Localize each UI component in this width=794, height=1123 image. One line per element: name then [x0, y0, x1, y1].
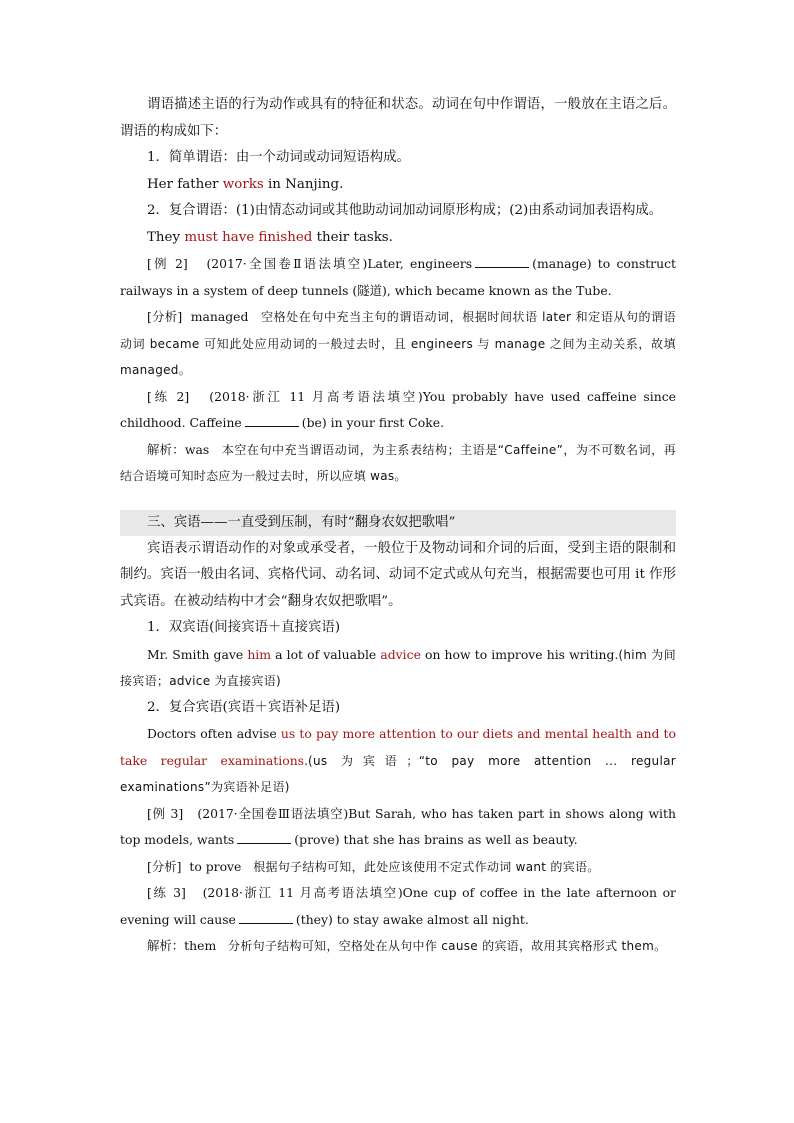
analysis-answer: to prove	[189, 858, 242, 874]
example-note: (him 为间接宾语；advice 为直接宾语)	[120, 647, 676, 688]
analysis-2	[120, 304, 676, 384]
practice-text: (they) to stay awake almost all night.	[295, 911, 529, 927]
jiexi-2	[120, 437, 676, 490]
compound-predicate-example	[120, 225, 676, 252]
practice-label: [练 3]	[147, 885, 186, 900]
example-text: Doctors often advise	[147, 726, 281, 741]
example-note: (us 为宾语；“to pay more attention ... regular examinations”为宾语补足语)	[120, 753, 676, 794]
practice-text: You probably have used caffeine since childhood. Caffeine	[120, 388, 676, 430]
highlight-predicate: works	[222, 176, 264, 192]
object-intro: 宾语表示谓语动作的对象或承受者，一般位于及物动词和介词的后面，受到主语的限制和制约。宾语一般由名词、宾格代词、动名词、动词不定式或从句充当，根据需要也可用 it 作形式宾语。在被动结构中才会“翻身农奴把歌唱”。	[120, 540, 676, 609]
example-2	[120, 251, 676, 304]
example-label: [例 3]	[147, 805, 184, 821]
highlight-direct-object: advice	[380, 646, 421, 662]
practice-3	[120, 880, 676, 933]
double-object-heading	[120, 615, 676, 642]
example-source: (2017·全国卷Ⅱ语法填空)	[206, 256, 368, 271]
analysis-label: [分析]	[147, 858, 182, 874]
jiexi-text: 分析句子结构可知，空格处在从句中作 cause 的宾语，故用其宾格形式 them。	[228, 939, 667, 953]
predicate-intro-text: 谓语描述主语的行为动作或具有的特征和状态。动词在句中作谓语，一般放在主语之后。谓语的构成如下：	[120, 97, 676, 139]
jiexi-answer: them	[184, 938, 217, 953]
example-text: They	[147, 229, 185, 245]
complex-object-example	[120, 721, 676, 801]
example-text: on how to improve his writing.	[420, 646, 619, 662]
section-title-object: 三、宾语——一直受到压制，有时“翻身农奴把歌唱”	[120, 510, 676, 536]
example-text: Her father	[147, 176, 223, 192]
example-text: Later, engineers	[367, 256, 473, 271]
example-text: in Nanjing.	[263, 176, 344, 192]
example-label: [例 2]	[147, 256, 188, 271]
practice-source: (2018·浙江 11 月高考语法填空)	[209, 388, 423, 404]
highlight-object-complement: us to pay more attention to our diets and mental health and to take regular examinations	[120, 726, 676, 768]
analysis-text: 根据句子结构可知，此处应该使用不定式作动词 want 的宾语。	[253, 859, 600, 874]
example-text: (prove) that she has brains as well as beauty.	[294, 832, 578, 847]
analysis-text: 空格处在句中充当主句的谓语动词，根据时间状语 later 和定语从句的谓语动词 became 可知此处应用动词的一般过去时，且 engineers 与 manage 之间为主动关系，故填 managed。	[120, 310, 676, 377]
analysis-label: [分析]	[147, 309, 183, 324]
compound-predicate-heading: 2．复合谓语：(1)由情态动词或其他助动词加动词原形构成；(2)由系动词加表语构成。	[147, 203, 663, 218]
example-text: But Sarah, who has taken part in shows along with top models, wants	[120, 805, 676, 847]
practice-label: [练 2]	[147, 388, 190, 404]
example-text: .	[304, 752, 308, 768]
answer-blank	[237, 831, 291, 844]
example-source: (2017·全国卷Ⅲ语法填空)	[197, 805, 349, 821]
complex-object-heading	[120, 695, 676, 722]
answer-blank	[239, 911, 293, 924]
spacer	[120, 490, 676, 510]
jiexi-label: 解析：	[147, 441, 185, 457]
highlight-indirect-object: him	[247, 646, 272, 662]
document-page	[120, 92, 676, 960]
example-text: (manage) to construct railways in a system of deep tunnels (隧道), which became known as the Tube.	[120, 256, 676, 298]
jiexi-text: 本空在句中充当谓语动词，为主系表结构；主语是“Caffeine”，为不可数名词，再结合语境可知时态应为一般过去时，所以应填 was。	[120, 442, 676, 483]
example-text: Mr. Smith gave	[147, 646, 248, 662]
jiexi-answer: was	[184, 441, 210, 457]
example-3	[120, 801, 676, 854]
double-object-example	[120, 642, 676, 695]
predicate-intro	[120, 92, 676, 145]
highlight-predicate: must have finished	[184, 229, 313, 245]
analysis-answer: managed	[190, 309, 249, 324]
practice-text: One cup of coffee in the late afternoon or evening will cause	[120, 885, 676, 927]
simple-predicate-heading: 1．简单谓语：由一个动词或动词短语构成。	[147, 150, 410, 165]
answer-blank	[245, 414, 299, 427]
example-text: their tasks.	[312, 229, 393, 245]
example-text: a lot of valuable	[271, 646, 381, 662]
heading-text: 2．复合宾语(宾语＋宾语补足语)	[147, 699, 341, 715]
simple-predicate-example	[120, 172, 676, 199]
practice-source: (2018·浙江 11 月高考语法填空)	[202, 885, 403, 900]
analysis-3	[120, 854, 676, 881]
practice-text: (be) in your first Coke.	[301, 415, 445, 430]
jiexi-3	[120, 933, 676, 960]
practice-2	[120, 384, 676, 437]
heading-text: 1．双宾语(间接宾语＋直接宾语)	[147, 620, 341, 635]
jiexi-label: 解析：	[147, 938, 185, 953]
answer-blank	[475, 255, 529, 268]
